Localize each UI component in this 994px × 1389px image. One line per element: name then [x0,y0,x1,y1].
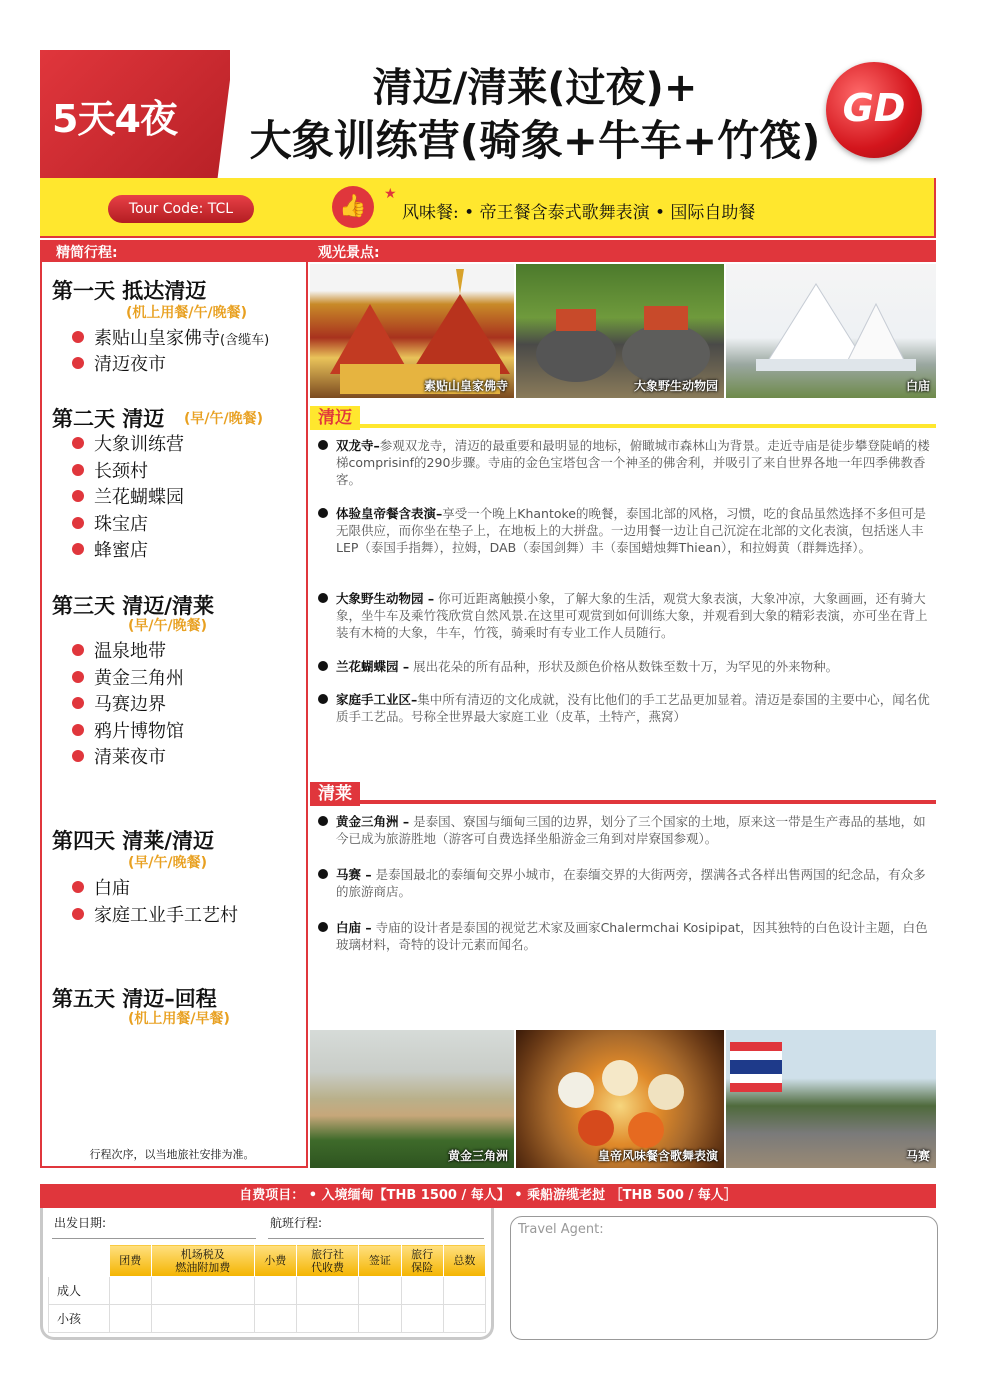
itinerary-label: 精简行程: [56,245,118,261]
table-header: 小费 [254,1245,296,1277]
sightseeing-label: 观光景点: [318,245,380,261]
attraction-paragraph: 马赛 – 是泰国最北的泰缅甸交界小城市，在泰缅交界的大街两旁，摆满各式各样出售两国的纪念品，有众多的旅游商店。 [318,866,934,900]
photo-caption: 黄金三角洲 [447,1149,508,1163]
photo-caption: 白庙 [905,379,930,393]
table-cell[interactable] [254,1277,296,1305]
chiangrai-section-header [310,782,936,806]
star-icon: ★ [384,186,397,202]
day-meals: (早/午/晚餐) [128,855,208,871]
day-meals: (机上用餐/早餐) [128,1011,230,1027]
table-header: 旅行社 代收费 [296,1245,358,1277]
table-cell[interactable] [401,1277,443,1305]
list-item: 兰花蝴蝶园 [72,483,184,509]
list-item: 长颈村 [72,457,148,483]
thumbs-up-icon: 👍 [332,186,374,228]
list-item: 马赛边界 [72,690,166,716]
attraction-paragraph: 白庙 – 寺庙的设计者是泰国的视觉艺术家及画家Chalermchai Kosipipat，因其独特的白色设计主题，白色玻璃材料，奇特的设计元素而闻名。 [318,919,934,953]
table-cell[interactable] [359,1277,401,1305]
day-title: 第二天 清迈 [52,407,165,431]
travel-agent-label: Travel Agent: [518,1222,604,1237]
attraction-paragraph: 双龙寺–参观双龙寺，清迈的最重要和最明显的地标，俯瞰城市森林山为背景。走近寺庙是徒步攀登陡峭的楼梯comprisinf的290步骤。寺庙的金色宝塔包含一个神圣的佛舍利，并吸引了来自世界各地一年四季佛教香客。 [318,437,934,488]
duration-text: 5天4夜 [52,97,177,141]
photo-caption: 马赛 [905,1149,930,1163]
list-item: 大象训练营 [72,430,184,456]
divider [52,1238,256,1239]
day-title: 第三天 清迈/清莱 [52,594,214,618]
table-cell[interactable] [151,1277,254,1305]
photo-caption: 大象野生动物园 [633,379,718,393]
tour-code-badge: Tour Code: TCL [108,195,254,223]
company-logo-text: GD [842,86,906,130]
table-header: 团费 [109,1245,151,1277]
special-meals: 风味餐: • 帝王餐含泰式歌舞表演 • 国际自助餐 [402,203,756,223]
day-meals: (机上用餐/午/晚餐) [126,305,248,321]
row-label: 小孩 [49,1305,110,1333]
list-item: 素贴山皇家佛寺(含缆车) [72,324,269,350]
day-meals: (早/午/晚餐) [128,618,208,634]
list-item: 珠宝店 [72,510,148,536]
page-title-line2: 大象训练营(骑象+牛车+竹筏) [249,116,821,165]
photo-caption: 皇帝风味餐含歌舞表演 [597,1149,718,1163]
chiangmai-section-header [310,406,936,430]
table-cell[interactable] [109,1305,151,1333]
table-cell[interactable] [401,1305,443,1333]
attraction-paragraph: 体验皇帝餐含表演–享受一个晚上Khantoke的晚餐，泰国北部的风格，习惯，吃的食品虽然选择不多但可是无限供应，而你坐在垫子上，在地板上的大拼盘。一边用餐一边让自己沉淀在北部的文化表演，包括迷人丰LEP（泰国手指舞），拉姆，DAB（泰国剑舞）丰（泰国蜡烛舞Thiean），和拉姆黄（群舞选择）。 [318,505,934,556]
row-label: 成人 [49,1277,110,1305]
river-photo [310,1030,514,1168]
table-cell[interactable] [443,1277,485,1305]
list-item: 清迈夜市 [72,350,166,376]
chiangmai-title: 清迈 [310,406,360,430]
table-header: 旅行 保险 [401,1245,443,1277]
table-row [49,1305,486,1333]
list-item: 清莱夜市 [72,743,166,769]
white-temple-photo [726,264,936,398]
table-row [49,1277,486,1305]
day-title: 第四天 清莱/清迈 [52,829,214,853]
day-meals: (早/午/晚餐) [184,411,264,427]
table-header: 签证 [359,1245,401,1277]
optional-tours-bar: 自费项目： • 入境缅甸【THB 1500 / 每人】 • 乘船游缆老挝 ［THB 500 / 每人］ [40,1184,936,1208]
table-cell[interactable] [151,1305,254,1333]
table-cell[interactable] [296,1305,358,1333]
table-header-row [49,1245,486,1277]
elephant-photo [516,264,724,398]
chiangrai-title: 清莱 [310,782,360,806]
table-cell[interactable] [296,1277,358,1305]
khantoke-dinner-photo [516,1030,724,1168]
temple-photo [310,264,514,398]
list-item: 黄金三角州 [72,664,184,690]
attraction-paragraph: 家庭手工业区–集中所有清迈的文化成就，没有比他们的手工艺品更加显着。清迈是泰国的主要中心，闻名优质手工艺品。号称全世界最大家庭工业（皮革，土特产，燕窝） [318,691,934,725]
list-item: 家庭工业手工艺村 [72,901,238,927]
price-table [48,1244,486,1333]
list-item: 温泉地带 [72,637,166,663]
table-cell[interactable] [443,1305,485,1333]
page-title-line1: 清迈/清莱(过夜)+ [372,65,698,111]
list-item: 鸦片博物馆 [72,717,184,743]
divider [268,1238,484,1239]
table-header: 机场税及 燃油附加费 [151,1245,254,1277]
attraction-paragraph: 黄金三角洲 – 是泰国、寮国与缅甸三国的边界，划分了三个国家的土地，原来这一带是生产毒品的基地，如今已成为旅游胜地（游客可自费选择坐船游金三角到对岸寮国参观）。 [318,813,934,847]
table-header [49,1245,110,1277]
list-item: 蜂蜜店 [72,536,148,562]
table-cell[interactable] [254,1305,296,1333]
day-title: 第五天 清迈–回程 [52,987,217,1011]
itinerary-note: 行程次序，以当地旅社安排为准。 [89,1148,255,1161]
table-cell[interactable] [359,1305,401,1333]
list-item: 白庙 [72,874,130,900]
attraction-paragraph: 大象野生动物园 – 你可近距离触摸小象，了解大象的生活，观赏大象表演，大象冲凉，大象画画，还有骑大象，坐牛车及乘竹筏欣赏自然风景.在这里可观赏到如何训练大象，并观看到大象的精彩表演，亦可坐在背上装有木椅的大象，牛车，竹筏，骑乘时有专业工作人员随行。 [318,590,934,641]
attraction-paragraph: 兰花蝴蝶园 – 展出花朵的所有品种，形状及颜色价格从数铢至数十万，为罕见的外来物种。 [318,658,934,675]
table-header: 总数 [443,1245,485,1277]
departure-date-label: 出发日期: [54,1216,107,1230]
table-cell[interactable] [109,1277,151,1305]
photo-caption: 素贴山皇家佛寺 [423,379,508,393]
section-header-bar [40,240,936,262]
flight-label: 航班行程: [270,1216,323,1230]
day-title: 第一天 抵达清迈 [52,279,207,303]
border-bridge-photo [726,1030,936,1168]
